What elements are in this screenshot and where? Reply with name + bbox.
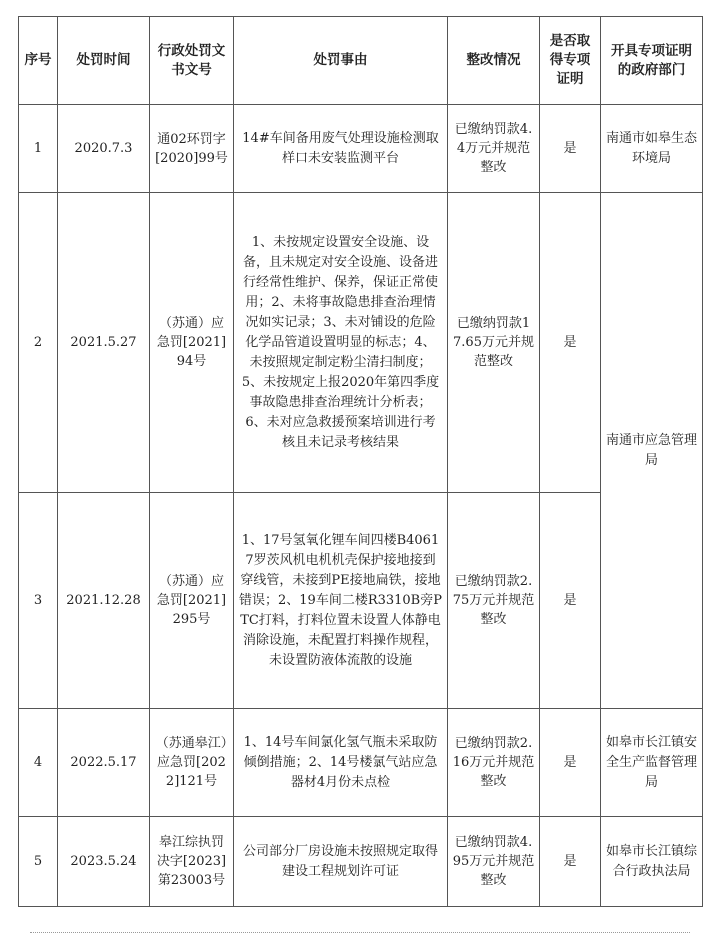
cell-doc-no: 皋江综执罚决字[2023]第23003号: [150, 817, 234, 907]
cell-dept: 如皋市长江镇综合行政执法局: [601, 817, 703, 907]
cell-reason: 14#车间备用废气处理设施检测取样口未安装监测平台: [234, 105, 448, 193]
cell-reason: 1、14号车间氯化氢气瓶未采取防倾倒措施；2、14号楼氯气站应急器材4月份未点检: [234, 709, 448, 817]
cell-doc-no: 通02环罚字[2020]99号: [150, 105, 234, 193]
header-certified: 是否取得专项证明: [540, 17, 601, 105]
cell-doc-no: （苏通）应急罚[2021]94号: [150, 193, 234, 493]
cell-seq: 4: [19, 709, 58, 817]
table-row: [19, 493, 703, 709]
cell-reason: 1、17号氢氧化锂车间四楼B40617罗茨风机电机机壳保护接地接到穿线管，未接到PE接地扁铁，接地错误；2、19车间二楼R3310B旁PTC打料，打料位置未设置人体静电消除设施，未配置打料操作规程，未设置防液体流散的设施: [234, 493, 448, 709]
table-row: [19, 105, 703, 193]
header-doc-no: 行政处罚文书文号: [150, 17, 234, 105]
cell-certified: 是: [540, 493, 601, 709]
header-date: 处罚时间: [58, 17, 150, 105]
header-seq: 序号: [19, 17, 58, 105]
cell-certified: 是: [540, 193, 601, 493]
cell-certified: 是: [540, 709, 601, 817]
penalty-table: [18, 16, 703, 907]
cell-rectify: 已缴纳罚款4.95万元并规范整改: [448, 817, 540, 907]
table-row: [19, 193, 703, 493]
cell-seq: 2: [19, 193, 58, 493]
cell-date: 2022.5.17: [58, 709, 150, 817]
header-reason: 处罚事由: [234, 17, 448, 105]
cell-date: 2021.5.27: [58, 193, 150, 493]
cell-reason: 1、未按规定设置安全设施、设备，且未规定对安全设施、设备进行经常性维护、保养，保证正常使用；2、未将事故隐患排查治理情况如实记录；3、未对铺设的危险化学品管道设置明显的标志；4、未按照规定制定粉尘清扫制度；5、未按规定上报2020年第四季度事故隐患排查治理统计分析表；6、未对应急救援预案培训进行考核且未记录考核结果: [234, 193, 448, 493]
cell-dept: 南通市如皋生态环境局: [601, 105, 703, 193]
header-rectify: 整改情况: [448, 17, 540, 105]
page-bottom-divider: [30, 932, 690, 933]
cell-seq: 3: [19, 493, 58, 709]
table-row: [19, 709, 703, 817]
header-row: [19, 17, 703, 105]
cell-dept: 如皋市长江镇安全生产监督管理局: [601, 709, 703, 817]
cell-certified: 是: [540, 817, 601, 907]
cell-doc-no: （苏通皋江）应急罚[2022]121号: [150, 709, 234, 817]
cell-reason: 公司部分厂房设施未按照规定取得建设工程规划许可证: [234, 817, 448, 907]
cell-rectify: 已缴纳罚款4.4万元并规范整改: [448, 105, 540, 193]
table-row: [19, 817, 703, 907]
cell-rectify: 已缴纳罚款2.16万元并规范整改: [448, 709, 540, 817]
cell-certified: 是: [540, 105, 601, 193]
cell-doc-no: （苏通）应急罚[2021]295号: [150, 493, 234, 709]
header-dept: 开具专项证明的政府部门: [601, 17, 703, 105]
cell-seq: 1: [19, 105, 58, 193]
cell-seq: 5: [19, 817, 58, 907]
cell-date: 2020.7.3: [58, 105, 150, 193]
cell-rectify: 已缴纳罚款17.65万元并规范整改: [448, 193, 540, 493]
cell-rectify: 已缴纳罚款2.75万元并规范整改: [448, 493, 540, 709]
cell-date: 2021.12.28: [58, 493, 150, 709]
cell-dept-merged: 南通市应急管理局: [601, 193, 703, 709]
cell-date: 2023.5.24: [58, 817, 150, 907]
